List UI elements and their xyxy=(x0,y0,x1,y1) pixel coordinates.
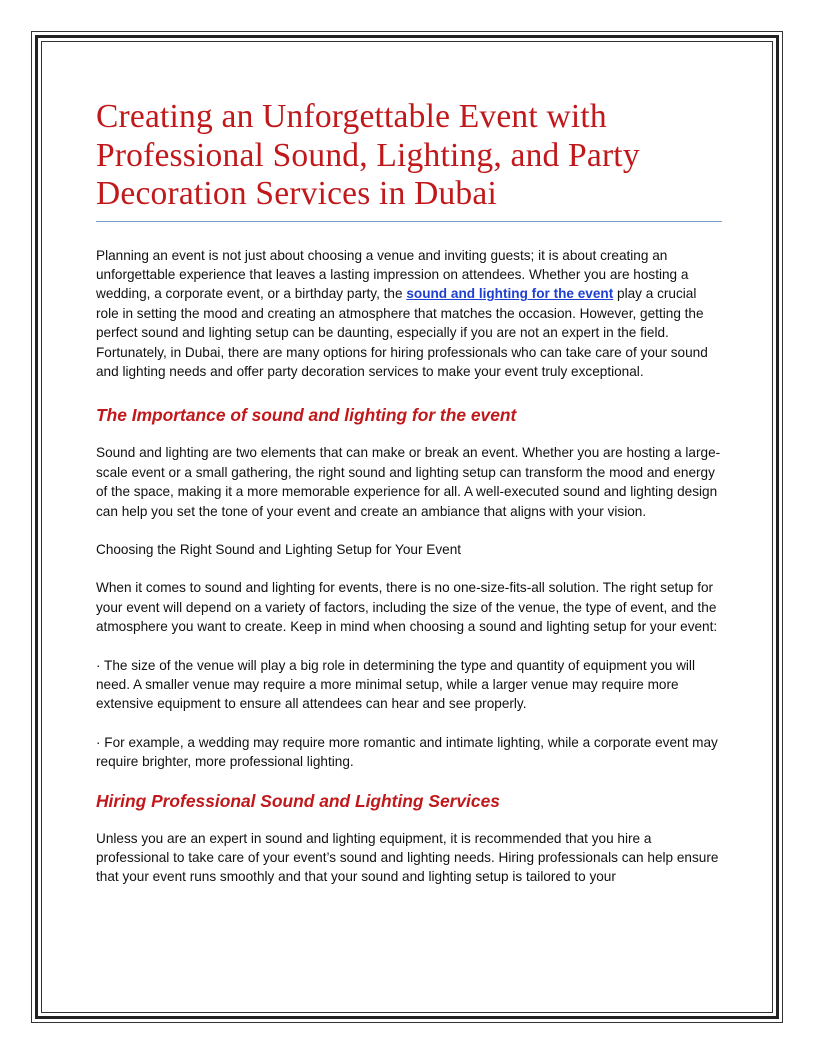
section-heading-importance: The Importance of sound and lighting for the event xyxy=(96,405,517,426)
bullet-venue-size: · The size of the venue will play a big role in determining the type and quantity of equipment you will need. A smaller venue may require a more minimal setup, while a larger venue may require more extensive equipment to ensure all attendees can hear and see properly. xyxy=(96,657,695,712)
intro-paragraph xyxy=(96,246,722,382)
intro-text-before-link: Planning an event is not just about choosing a venue and inviting guests; it is about creating an unforgettable experience that leaves a lasting impression on attendees. Whether you are hosting a wedding, a corporate event, or a birthday party, the xyxy=(96,247,689,302)
intro-text-after-link: play a crucial role in setting the mood and creating an atmosphere that matches the occasion. However, getting the perfect sound and lighting setup can be daunting, especially if you are not an expert in the field. Fortunately, in Dubai, there are many options for hiring professionals who can take care of your sound and lighting needs and offer party decoration services to make your event truly exceptional. xyxy=(96,286,708,379)
document-title: Creating an Unforgettable Event with Professional Sound, Lighting, and Party Decoration Services in Dubai xyxy=(96,98,722,222)
choosing-subheading: Choosing the Right Sound and Lighting Setup for Your Event xyxy=(96,541,462,557)
document-content xyxy=(96,98,722,887)
importance-paragraph: Sound and lighting are two elements that can make or break an event. Whether you are hosting a large-scale event or a small gathering, the right sound and lighting setup can transform the mood and energy of the space, making it a more memorable experience for all. A well-executed sound and lighting design can help you set the tone of your event and create an ambiance that aligns with your vision. xyxy=(96,445,721,519)
hiring-paragraph: Unless you are an expert in sound and lighting equipment, it is recommended that you hire a professional to take care of your event’s sound and lighting needs. Hiring professionals can help ensure that your event runs smoothly and that your sound and lighting setup is tailored to your xyxy=(96,830,719,885)
choosing-paragraph: When it comes to sound and lighting for events, there is no one-size-fits-all solution. The right setup for your event will depend on a variety of factors, including the size of the venue, the type of event, and the atmosphere you want to create. Keep in mind when choosing a sound and lighting setup for your event: xyxy=(96,580,718,635)
sound-lighting-link[interactable]: sound and lighting for the event xyxy=(406,286,614,302)
bullet-event-type: · For example, a wedding may require more romantic and intimate lighting, while a corporate event may require brighter, more professional lighting. xyxy=(96,734,718,770)
section-heading-hiring: Hiring Professional Sound and Lighting Services xyxy=(96,790,500,811)
